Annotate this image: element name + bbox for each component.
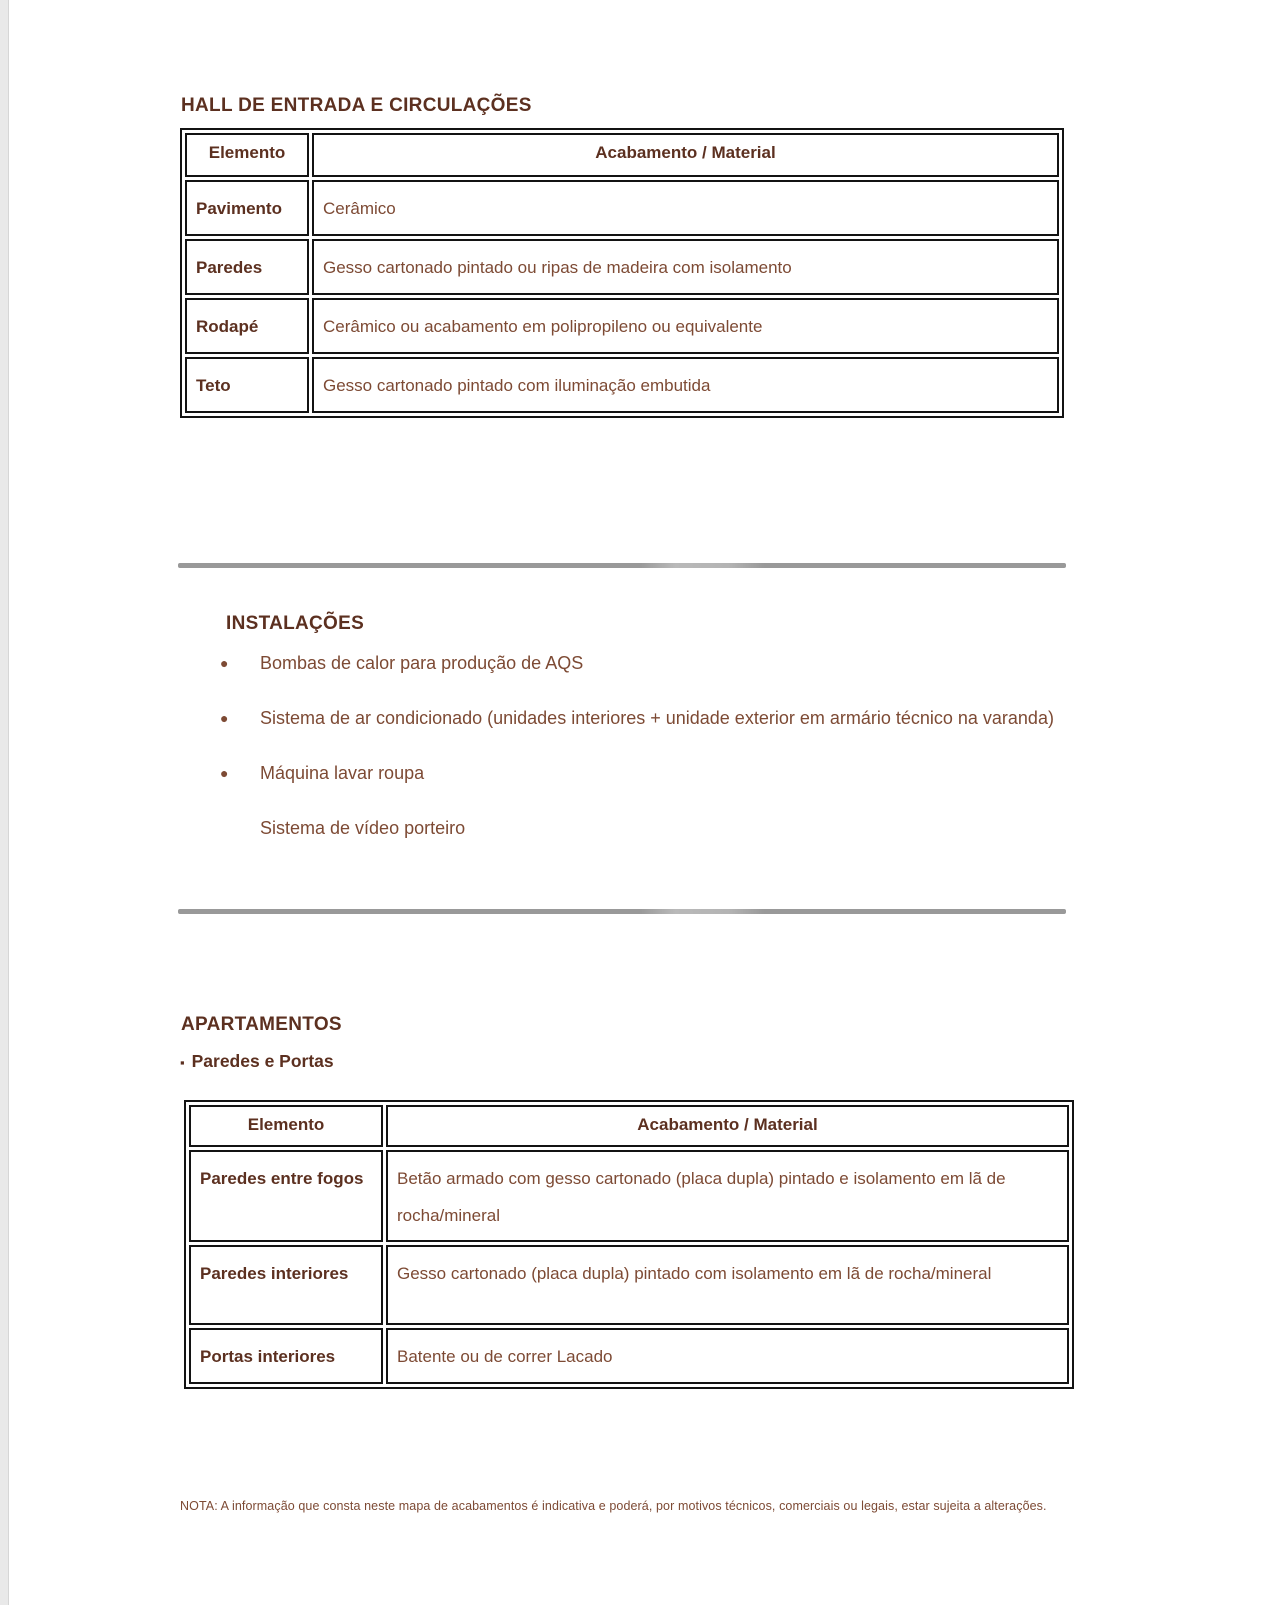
square-bullet-icon: ▪ [180,1055,185,1070]
table-header-row [189,1105,1069,1147]
table-row [185,180,1059,236]
bullet-icon: ● [220,655,229,671]
cell-element: Paredes interiores [189,1245,383,1325]
finishes-table-hall [180,128,1064,418]
table-row [185,298,1059,354]
bullet-icon [220,810,260,846]
table-row [189,1245,1069,1325]
cell-finish: Gesso cartonado (placa dupla) pintado com isolamento em lã de rocha/mineral [386,1245,1069,1325]
table-row [185,239,1059,295]
table-header-row [185,133,1059,177]
list-item-text: Bombas de calor para produção de AQS [260,653,584,673]
column-header-acabamento: Acabamento / Material [386,1105,1069,1147]
cell-element: Pavimento [185,180,309,236]
section-divider [178,563,1066,568]
finishes-table-apartments [184,1100,1074,1389]
list-item [220,645,1070,681]
list-item [220,810,1070,846]
cell-finish: Gesso cartonado pintado ou ripas de madeira com isolamento [312,239,1059,295]
list-item [220,755,1070,791]
cell-element: Rodapé [185,298,309,354]
list-item [220,700,1070,736]
list-item-text: Sistema de ar condicionado (unidades interiores + unidade exterior em armário técnico na varanda) [260,708,1054,728]
section-title-apartamentos: APARTAMENTOS [181,1013,342,1035]
column-header-elemento: Elemento [185,133,309,177]
cell-finish: Cerâmico [312,180,1059,236]
installations-bullet-list [220,645,1070,865]
table-row [189,1150,1069,1242]
section-divider [178,909,1066,914]
bullet-icon: ● [220,710,229,726]
subsection-title-text: Paredes e Portas [191,1051,334,1071]
section-title-instalacoes: INSTALAÇÕES [226,612,365,634]
cell-finish: Batente ou de correr Lacado [386,1328,1069,1384]
table-row [185,357,1059,413]
subsection-title-paredes-portas [180,1051,334,1072]
footnote-text: NOTA: A informação que consta neste mapa de acabamentos é indicativa e poderá, por motivos técnicos, comerciais ou legais, estar sujeita a alterações. [180,1498,1047,1513]
column-header-acabamento: Acabamento / Material [312,133,1059,177]
cell-element: Teto [185,357,309,413]
cell-finish: Betão armado com gesso cartonado (placa dupla) pintado e isolamento em lã de rocha/mineral [386,1150,1069,1242]
cell-finish: Cerâmico ou acabamento em polipropileno ou equivalente [312,298,1059,354]
bullet-icon: ● [220,765,229,781]
list-item-text: Sistema de vídeo porteiro [260,818,466,838]
page-scan-edge [0,0,9,1605]
cell-element: Paredes [185,239,309,295]
cell-finish: Gesso cartonado pintado com iluminação embutida [312,357,1059,413]
cell-element: Portas interiores [189,1328,383,1384]
section-title-hall: HALL DE ENTRADA E CIRCULAÇÕES [181,94,532,116]
column-header-elemento: Elemento [189,1105,383,1147]
cell-element: Paredes entre fogos [189,1150,383,1242]
list-item-text: Máquina lavar roupa [260,763,425,783]
table-row [189,1328,1069,1384]
